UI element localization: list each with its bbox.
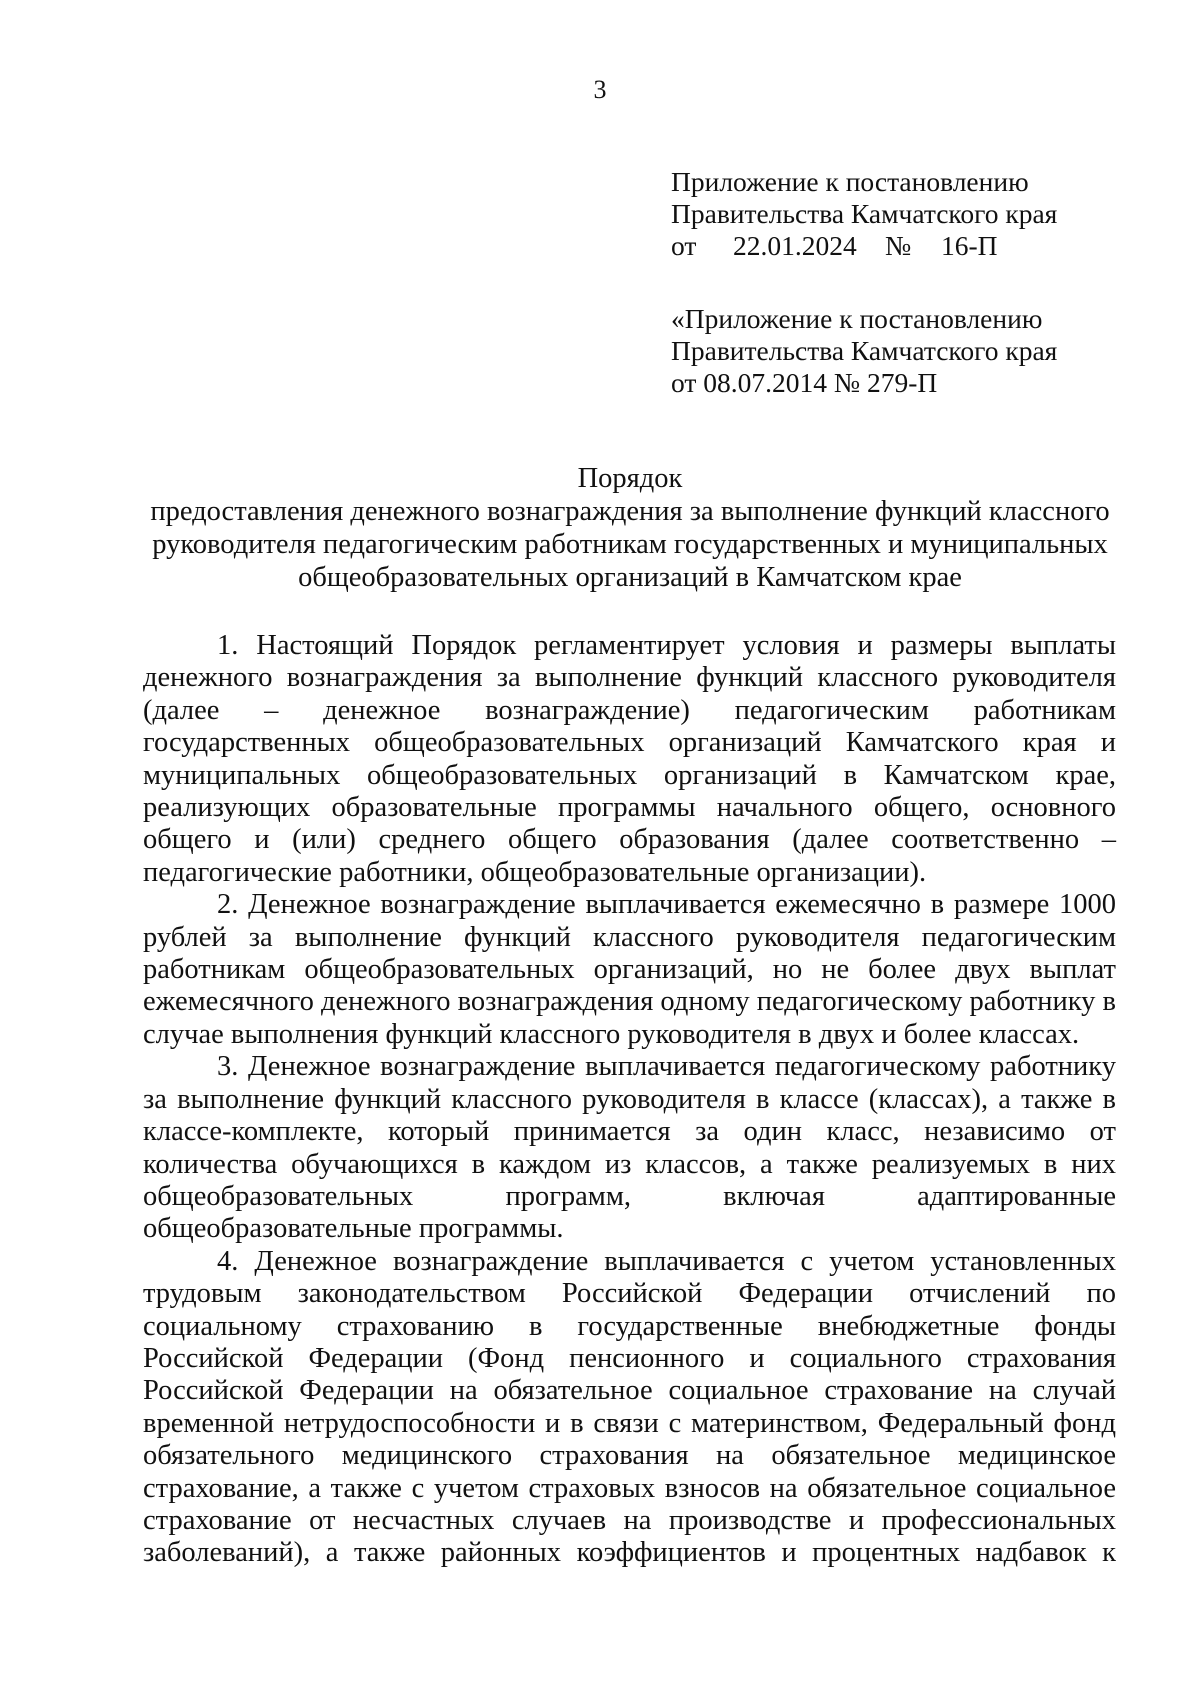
paragraph-4: 4. Денежное вознаграждение выплачивается с учетом установленных трудовым законодательством Российской Федерации отчислений по социальному страхованию в государственные внебюджетные фонды Российской Федерации (Фонд пенсионного и социального страхования Российской Федерации на обязательное социальное страхование на случай временной нетрудоспособности и в связи с материнством, Федеральный фонд обязательного медицинского страхования на обязательное медицинское страхование, а также с учетом страховых взносов на обязательное социальное страхование от несчастных случаев на производстве и профессиональных заболеваний), а также районных коэффициентов и процентных надбавок к bbox=[143, 1245, 1116, 1569]
date-prefix: от bbox=[671, 230, 697, 261]
appendix-line: от 08.07.2014 № 279-П bbox=[671, 367, 938, 398]
appendix-line: Правительства Камчатского края bbox=[671, 198, 1058, 229]
appendix-date-row bbox=[671, 230, 1057, 262]
paragraph-1: 1. Настоящий Порядок регламентирует условия и размеры выплаты денежного вознаграждения за выполнение функций классного руководителя (далее – денежное вознаграждение) педагогическим работникам государственных общеобразовательных организаций Камчатского края и муниципальных общеобразовательных организаций в Камчатском крае, реализующих образовательные программы начального общего, основного общего и (или) среднего общего образования (далее соответственно – педагогические работники, общеобразовательные организации). bbox=[143, 630, 1116, 888]
paragraph-2: 2. Денежное вознаграждение выплачивается ежемесячно в размере 1000 рублей за выполнение функций классного руководителя педагогическим работникам общеобразовательных организаций, но не более двух выплат ежемесячного денежного вознаграждения одному педагогическому работнику в случае выполнения функций классного руководителя в двух и более классах. bbox=[143, 889, 1116, 1050]
resolution-number: 16-П bbox=[941, 230, 998, 261]
title-heading: Порядок bbox=[577, 463, 683, 494]
appendix-line: Приложение к постановлению bbox=[671, 166, 1029, 197]
title-line: руководителя педагогическим работникам государственных и муниципальных bbox=[152, 529, 1108, 560]
title-line: общеобразовательных организаций в Камчатском крае bbox=[298, 562, 962, 593]
number-sign: № bbox=[885, 230, 912, 261]
document-body bbox=[143, 630, 1116, 1570]
appendix-line: «Приложение к постановлению bbox=[671, 303, 1043, 334]
paragraph-3: 3. Денежное вознаграждение выплачивается педагогическому работнику за выполнение функций классного руководителя в классе (классах), а также в классе-комплекте, который принимается за один класс, независимо от количества обучающихся в каждом из классов, а также реализуемых в них общеобразовательных программ, включая адаптированные общеобразовательные программы. bbox=[143, 1051, 1116, 1245]
appendix-header-current bbox=[671, 166, 1057, 262]
appendix-line: Правительства Камчатского края bbox=[671, 335, 1058, 366]
resolution-date: 22.01.2024 bbox=[733, 230, 857, 261]
title-line: предоставления денежного вознаграждения за выполнение функций классного bbox=[150, 496, 1110, 527]
document-title bbox=[110, 462, 1150, 594]
appendix-header-original bbox=[671, 303, 1057, 399]
page-number: 3 bbox=[593, 75, 607, 104]
